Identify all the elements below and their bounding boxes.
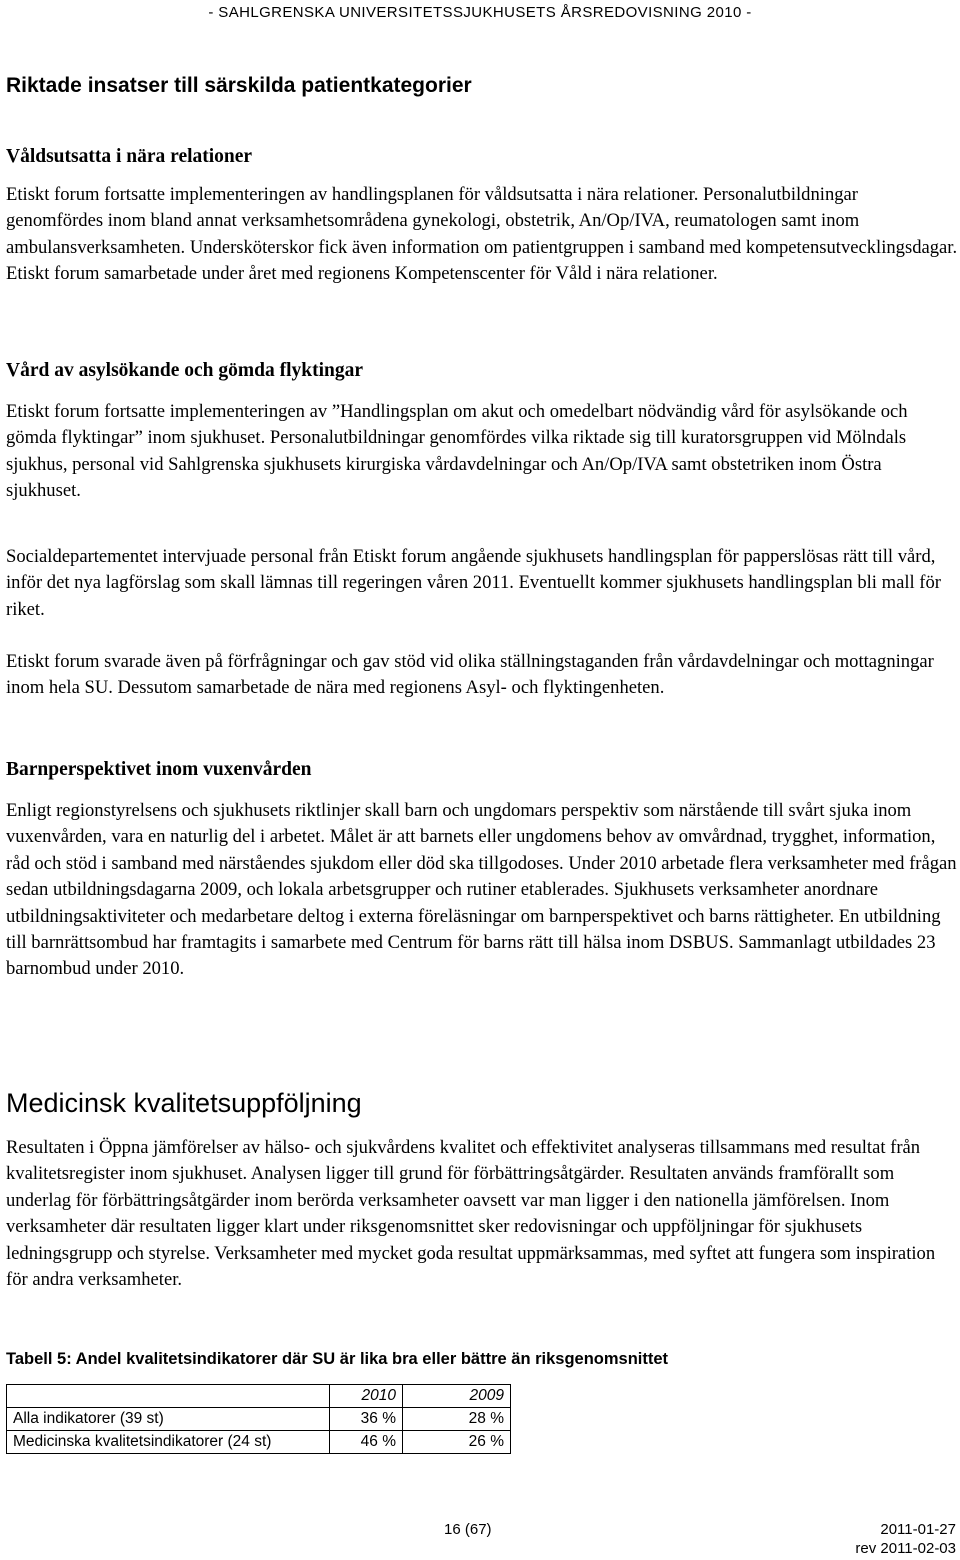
paragraph: Enligt regionstyrelsens och sjukhusets riktlinjer skall barn och ungdomars perspektiv som närstående till svårt sjuka inom vuxenvården, vara en naturlig del i arbetet. Målet är att barnets eller ungdomens behov av omvårdnad, trygghet, information, råd och stöd i samband med närståendes sjukdom eller död ska tillgodoses. Under 2010 arbetade flera verksamheter med frågan sedan utbildningsdagarna 2009, och lokala arbetsgrupper och rutiner etablerades. Sjukhusets verksamheter anordnare utbildningsaktiviteter och medarbetare deltog i externa föreläsningar om barnperspektivet och barns rättigheter. En utbildning till barnrättsombud har framtagits i samarbete med Centrum för barns rätt till hälsa inom DSBUS. Sammanlagt utbildades 23 barnombud under 2010. [6,800,957,980]
subsection-title: Barnperspektivet inom vuxenvården [6,759,312,780]
subsection-title: Vård av asylsökande och gömda flyktingar [6,360,363,381]
revision-date: rev 2011-02-03 [855,1540,956,1557]
table-caption: Tabell 5: Andel kvalitetsindikatorer där SU är lika bra eller bättre än riksgenomsnittet [6,1350,669,1368]
table-row [7,1431,511,1454]
subsection-title: Våldsutsatta i nära relationer [6,146,253,167]
table-cell: 26 % [403,1431,511,1454]
table-cell: 46 % [330,1431,403,1454]
paragraph: Socialdepartementet intervjuade personal från Etiskt forum angående sjukhusets handlingsplan för papperslösas rätt till vård, inför det nya lagförslag som skall lämnas till regeringen våren 2011. Eventuellt kommer sjukhusets handlingsplan bli mall för riket. [6,546,941,620]
table-header-cell: 2010 [330,1385,403,1408]
table-header-row [7,1385,511,1408]
paragraph: Resultaten i Öppna jämförelser av hälso- och sjukvårdens kvalitet och effektivitet analyseras tillsammans med resultat från kvalitetsregister inom sjukhuset. Analysen ligger till grund för förbättringsåtgärder. Resultaten används framförallt som underlag för förbättringsåtgärder inom berörda verksamheter oavsett var man ligger i den nationella jämförelsen. Inom verksamheter där resultaten ligger klart under riksgenomsnittet sker redovisningar och uppföljningar för sjukhusets ledningsgrupp och styrelse. Verksamheter med mycket goda resultat uppmärksammas, med syftet att fungera som inspiration för andra verksamheter. [6,1137,936,1291]
table-cell: Alla indikatorer (39 st) [7,1408,330,1431]
table-header-cell: 2009 [403,1385,511,1408]
table-cell: Medicinska kvalitetsindikatorer (24 st) [7,1431,330,1454]
running-header: - SAHLGRENSKA UNIVERSITETSSJUKHUSETS ÅRSREDOVISNING 2010 - [208,4,752,21]
quality-indicator-table [6,1384,511,1454]
document-date: 2011-01-27 [880,1521,956,1538]
section-title: Riktade insatser till särskilda patientkategorier [6,74,472,97]
table-row [7,1408,511,1431]
page-number: 16 (67) [444,1521,492,1538]
paragraph: Etiskt forum svarade även på förfrågningar och gav stöd vid olika ställningstaganden från vårdavdelningar och mottagningar inom hela SU. Dessutom samarbetade de nära med regionens Asyl- och flyktingenheten. [6,651,934,699]
table-header-cell [7,1385,330,1408]
table-cell: 36 % [330,1408,403,1431]
paragraph: Etiskt forum fortsatte implementeringen av handlingsplanen för våldsutsatta i nära relationer. Personalutbildningar genomfördes inom bland annat verksamhetsområdena gynekologi, obstetrik, An/Op/IVA, reumatologen samt inom ambulansverksamheten. Undersköterskor fick även information om patientgruppen i samband med kompetensutvecklingsdagar. Etiskt forum samarbetade under året med regionens Kompetenscenter för Våld i nära relationer. [6,184,958,285]
paragraph: Etiskt forum fortsatte implementeringen av ”Handlingsplan om akut och omedelbart nödvändig vård för asylsökande och gömda flyktingar” inom sjukhuset. Personalutbildningar genomfördes vilka riktade sig till kuratorsgruppen vid Mölndals sjukhus, personal vid Sahlgrenska sjukhusets kirurgiska vårdavdelningar och An/Op/IVA samt obstetriken inom Östra sjukhuset. [6,401,908,502]
section-title: Medicinsk kvalitetsuppföljning [6,1088,362,1118]
table-cell: 28 % [403,1408,511,1431]
